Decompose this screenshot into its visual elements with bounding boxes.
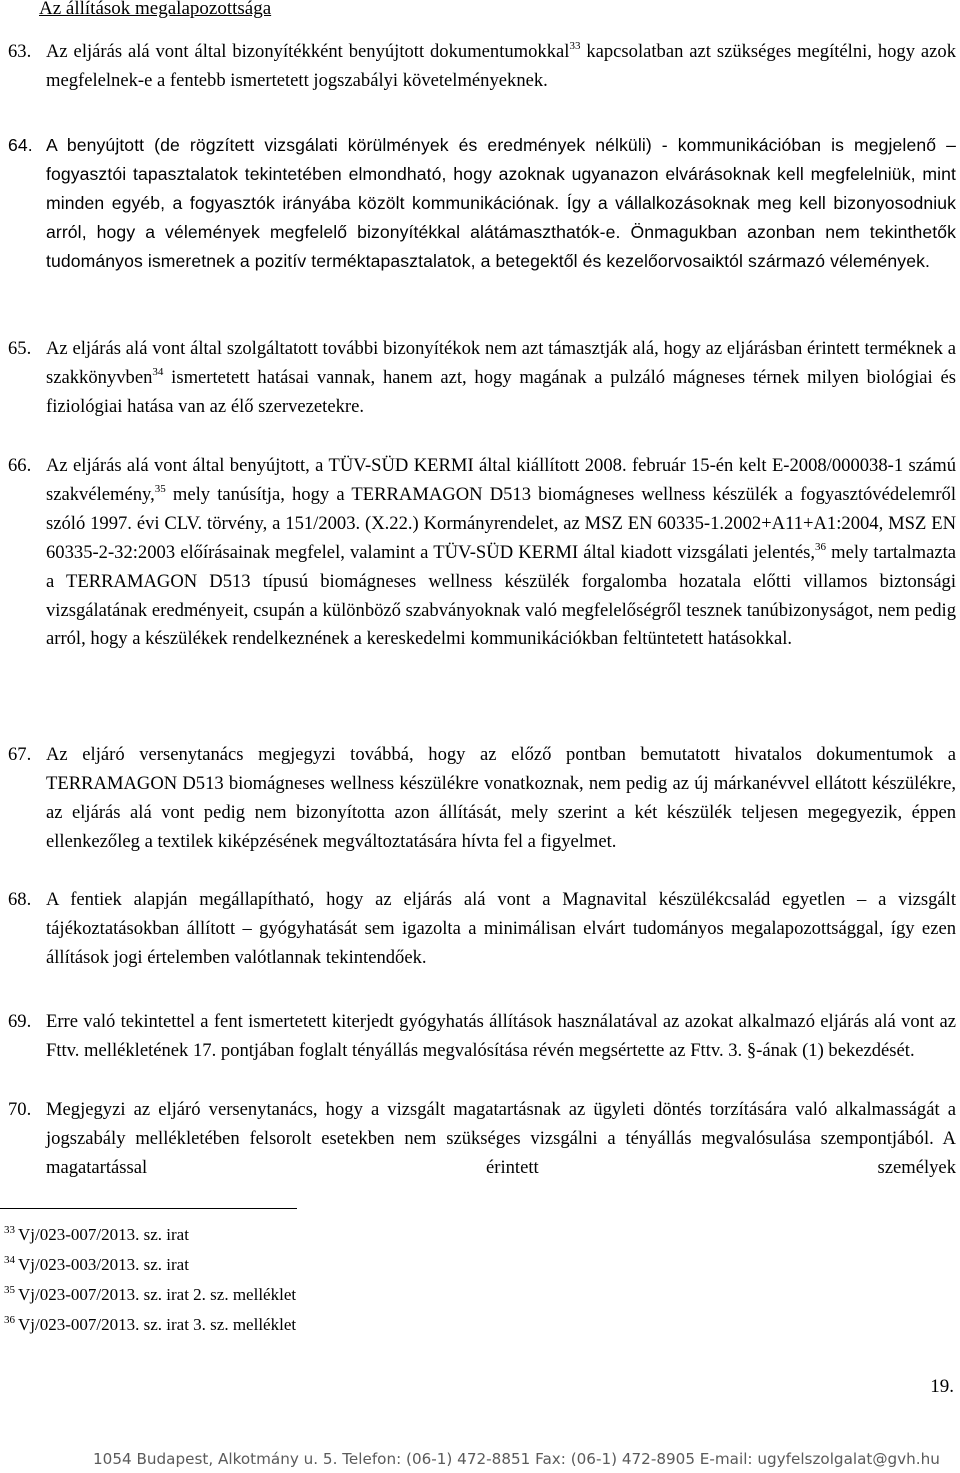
paragraph-text: Az eljáró versenytanács megjegyzi továbbá, hogy az előző pontban bemutatott hivatalos dokumentumok a TERRAMAGON D513 biomágneses wellness készülékre vonatkoznak, nem pedig az új márkanévvel ellátott készülékre, az eljárás alá vont pedig nem bizonyította azon állítását, mely szerint a két készülék teljesen megegyezik, éppen ellenkezőleg a textilek kiképzésének megváltoztatására hívta fel a figyelmet. xyxy=(46,744,956,852)
paragraph-number: 64. xyxy=(8,135,33,155)
paragraph-number: 63. xyxy=(8,41,32,62)
paragraph-number: 68. xyxy=(8,889,32,910)
footnote-34 xyxy=(4,1255,189,1275)
paragraph-text: kapcsolatban azt szükséges megítélni, hogy azok megfelelnek-e a fentebb ismertetett jogszabályi követelményeknek. xyxy=(46,41,956,91)
paragraph-63 xyxy=(8,38,956,96)
footnote-36 xyxy=(4,1315,296,1335)
paragraph-text: mely tanúsítja, hogy a TERRAMAGON D513 biomágneses wellness készülék a fogyasztóvédelemről szóló 1997. évi CLV. törvény, a 151/2003. (X.22.) Kormányrendelet, az MSZ EN 60335-1.2002+A11+A1:2004, MSZ EN 60335-2-32:2003 előírásainak megfelel, valamint a TÜV-SÜD KERMI által kiadott vizsgálati jelentés, xyxy=(46,483,956,563)
footnote-number: 34 xyxy=(4,1254,15,1266)
footnote-separator xyxy=(0,1208,297,1209)
paragraph-text: ismertetett hatásai vannak, hanem azt, hogy magának a pulzáló mágneses térnek milyen biológiai és fiziológiai hatása van az élő szervezetekre. xyxy=(46,366,956,417)
paragraph-number: 70. xyxy=(8,1099,32,1120)
paragraph-68 xyxy=(8,886,956,973)
paragraph-text: mely tartalmazta a TERRAMAGON D513 típusú biomágneses wellness készülék forgalomba hozatala előtti villamos biztonsági vizsgálatának eredményeit, csupán a különböző szabványoknak való megfelelőségről tesznek tanúbizonyságot, nem pedig arról, hogy a készülékek rendelkeznének a kereskedelmi kommunikációkban feltüntetett hatásokkal. xyxy=(46,541,956,650)
footnote-text: Vj/023-007/2013. sz. irat 3. sz. melléklet xyxy=(18,1315,297,1334)
paragraph-text: A benyújtott (de rögzített vizsgálati körülmények és eredmények nélküli) - kommunikációban is megjelenő – fogyasztói tapasztalatok tekintetében elmondható, hogy azoknak ugyanazon elvárásoknak kell megfelelniük, mint minden egyéb, a fogyasztók irányába közölt kommunikációnak. Így a vállalkozásoknak meg kell bizonyosodniuk arról, hogy a vélemények megfelelő bizonyítékkal alátámaszthatók-e. Önmagukban azonban nem tekinthetők tudományos ismeretnek a pozitív terméktapasztalatok, a betegektől és kezelőorvosaiktól származó vélemények. xyxy=(46,135,956,271)
paragraph-number: 69. xyxy=(8,1011,32,1032)
paragraph-text: Az eljárás alá vont által szolgáltatott további bizonyítékok nem azt támasztják alá, hogy az eljárásban érintett terméknek a szakkönyvben xyxy=(46,338,956,388)
paragraph-66 xyxy=(8,452,956,654)
section-heading: Az állítások megalapozottsága xyxy=(39,0,272,19)
paragraph-text: A fentiek alapján megállapítható, hogy az eljárás alá vont a Magnavital készülékcsalád egyetlen – a vizsgált tájékoztatásokban állított – gyógyhatását sem igazolta a minimálisan elvárt tudományos megalapozottsággal, így ezen állítások jogi értelemben valótlannak tekintendőek. xyxy=(46,889,956,968)
paragraph-67 xyxy=(8,741,956,857)
footnote-ref[interactable]: 36 xyxy=(814,540,826,553)
paragraph-number: 66. xyxy=(8,455,32,476)
footnote-text: Vj/023-007/2013. sz. irat 2. sz. melléklet xyxy=(18,1285,297,1304)
footnote-text: Vj/023-003/2013. sz. irat xyxy=(18,1255,189,1274)
footnote-ref[interactable]: 35 xyxy=(154,482,166,495)
footnote-number: 35 xyxy=(4,1284,15,1296)
paragraph-text: Megjegyzi az eljáró versenytanács, hogy a vizsgált magatartásnak az ügyleti döntés torzítására való alkalmasságát a jogszabály mellékletében felsorolt esetekben nem szükséges vizsgálni a tényállás megvalósulása szempontjából. A magatartással érintett személyek xyxy=(46,1099,956,1178)
footnote-35 xyxy=(4,1285,296,1305)
paragraph-number: 67. xyxy=(8,744,32,765)
paragraph-69 xyxy=(8,1008,956,1066)
paragraph-number: 65. xyxy=(8,338,32,359)
paragraph-text: Az eljárás alá vont által benyújtott, a TÜV-SÜD KERMI által kiállított 2008. február 15-én kelt E-2008/000038-1 számú szakvélemény, xyxy=(46,455,956,505)
footnote-ref[interactable]: 34 xyxy=(152,365,164,378)
paragraph-64 xyxy=(8,131,956,276)
footnote-number: 36 xyxy=(4,1314,15,1326)
paragraph-text: Erre való tekintettel a fent ismertetett kiterjedt gyógyhatás állítások használatával az azokat alkalmazó eljárás alá vont az Fttv. mellékletének 17. pontjában foglalt tényállás megvalósítása révén megsértette az Fttv. 3. §-ának (1) bekezdését. xyxy=(46,1011,956,1061)
paragraph-text: Az eljárás alá vont által bizonyítékként benyújtott dokumentumokkal xyxy=(46,41,570,62)
footnote-ref[interactable]: 33 xyxy=(569,40,581,52)
footnote-33 xyxy=(4,1225,189,1245)
footnote-number: 33 xyxy=(4,1224,15,1236)
page-number: 19. xyxy=(930,1376,954,1397)
paragraph-70 xyxy=(8,1096,956,1183)
paragraph-65 xyxy=(8,335,956,422)
footer-contact: 1054 Budapest, Alkotmány u. 5. Telefon: (06-1) 472-8851 Fax: (06-1) 472-8905 E-mail: ugyfelszolgalat@gvh.hu xyxy=(93,1450,940,1468)
footnote-text: Vj/023-007/2013. sz. irat xyxy=(18,1225,189,1244)
